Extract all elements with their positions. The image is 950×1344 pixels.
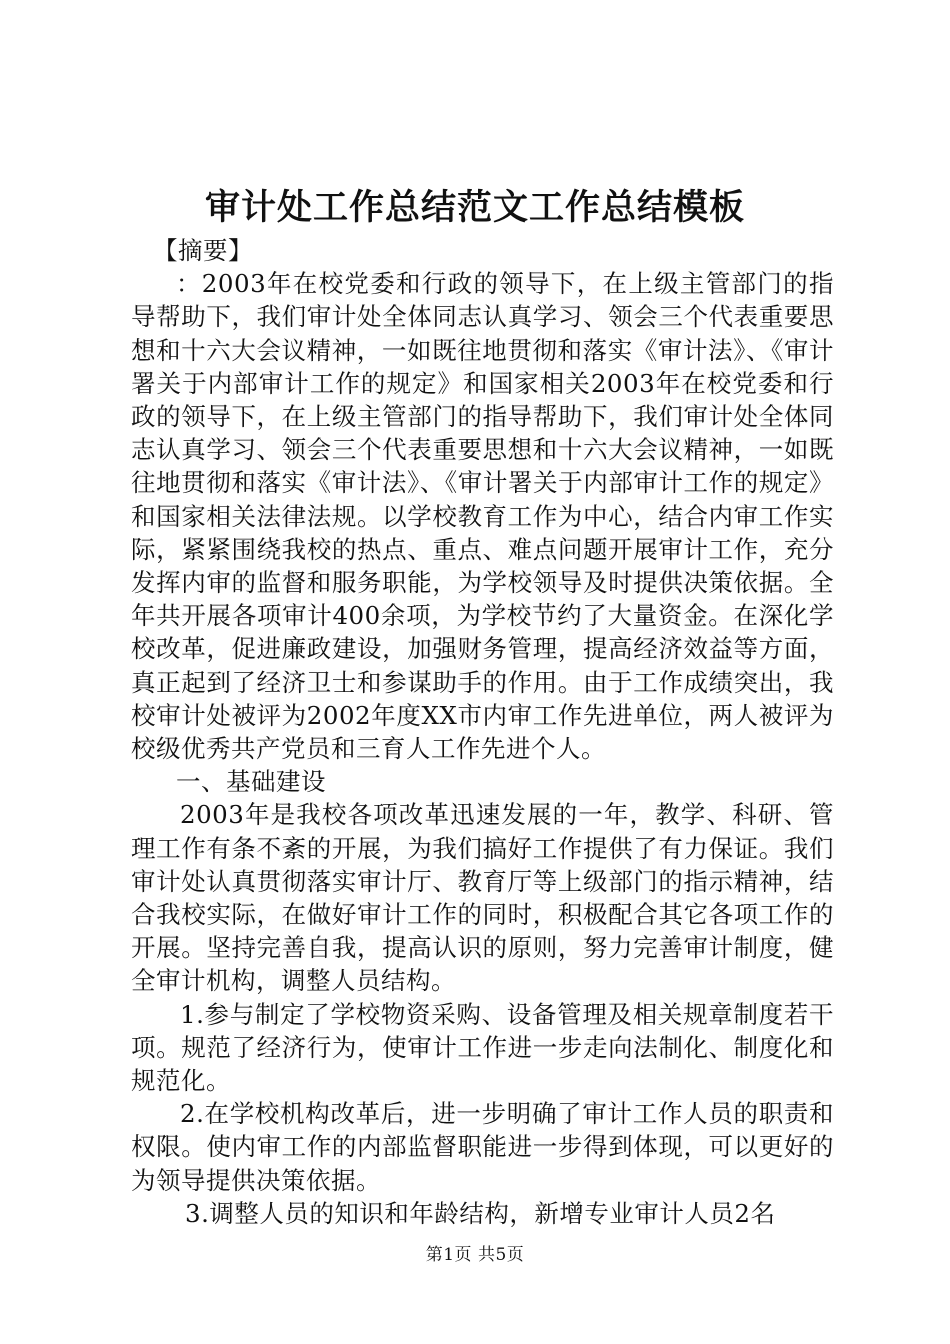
abstract-paragraph: ：2003年在校党委和行政的领导下，在上级主管部门的指导帮助下，我们审计处全体同志认真学习、领会三个代表重要思想和十六大会议精神，一如既往地贯彻和落实《审计法》、《审计署关于内部审计工作的规定》和国家相关2003年在校党委和行政的领导下，在上级主管部门的指导帮助下，我们审计处全体同志认真学习、领会三个代表重要思想和十六大会议精神，一如既往地贯彻和落实《审计法》、《审计署关于内部审计工作的规定》和国家相关法律法规。以学校教育工作为中心，结合内审工作实际，紧紧围绕我校的热点、重点、难点问题开展审计工作，充分发挥内审的监督和服务职能，为学校领导及时提供决策依据。全年共开展各项审计400余项，为学校节约了大量资金。在深化学校改革，促进廉政建设，加强财务管理，提高经济效益等方面，真正起到了经济卫士和参谋助手的作用。由于工作成绩突出，我校审计处被评为2002年度XX市内审工作先进单位，两人被评为校级优秀共产党员和三育人工作先进个人。 [131, 269, 834, 764]
list-item: 2.在学校机构改革后，进一步明确了审计工作人员的职责和权限。使内审工作的内部监督职能进一步得到体现，可以更好的为领导提供决策依据。 [131, 1099, 834, 1195]
abstract-heading: 【摘要】 [153, 236, 253, 265]
document-body [131, 234, 834, 1230]
list-item: 1.参与制定了学校物资采购、设备管理及相关规章制度若干项。规范了经济行为，使审计工作进一步走向法制化、制度化和规范化。 [131, 999, 834, 1096]
page-indicator: 第1页 共5页 [425, 1245, 525, 1265]
section-heading: 一、基础建设 [176, 767, 326, 797]
list-item: 3.调整人员的知识和年龄结构，新增专业审计人员2名 [185, 1198, 776, 1228]
document-title: 审计处工作总结范文工作总结模板 [204, 187, 745, 228]
body-paragraph: 2003年是我校各项改革迅速发展的一年，教学、科研、管理工作有条不紊的开展，为我们搞好工作提供了有力保证。我们审计处认真贯彻落实审计厅、教育厅等上级部门的指示精神，结合我校实际，在做好审计工作的同时，积极配合其它各项工作的开展。坚持完善自我，提高认识的原则，努力完善审计制度，健全审计机构，调整人员结构。 [131, 800, 834, 996]
